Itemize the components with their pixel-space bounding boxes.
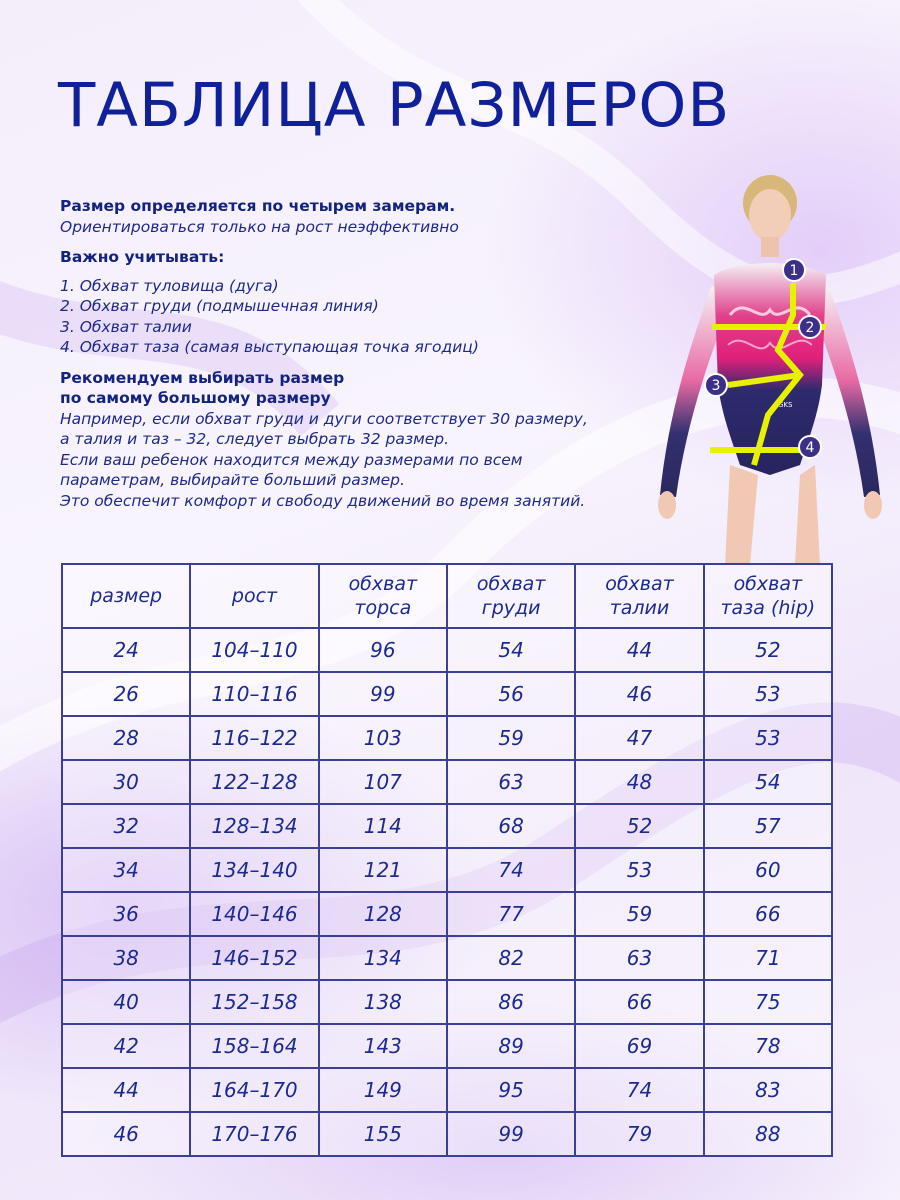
table-row	[62, 672, 832, 716]
table-cell: 103	[319, 716, 447, 760]
table-cell: 152–158	[190, 980, 318, 1024]
gymnast-figure	[650, 175, 890, 565]
table-cell: 134–140	[190, 848, 318, 892]
intro-bold-3b: по самому большому размеру	[60, 389, 331, 407]
table-cell: 77	[447, 892, 575, 936]
table-cell: 52	[575, 804, 703, 848]
svg-text:3: 3	[711, 378, 721, 394]
table-cell: 121	[319, 848, 447, 892]
table-header-row	[62, 564, 832, 628]
header-hip: обхват таза (hip)	[704, 564, 832, 628]
table-cell: 63	[447, 760, 575, 804]
intro-text	[60, 196, 650, 511]
left-hand	[658, 491, 676, 519]
table-row	[62, 716, 832, 760]
table-cell: 24	[62, 628, 190, 672]
header-size: размер	[62, 564, 190, 628]
table-row	[62, 1112, 832, 1156]
table-cell: 89	[447, 1024, 575, 1068]
header-torso: обхват торса	[319, 564, 447, 628]
table-cell: 79	[575, 1112, 703, 1156]
table-cell: 158–164	[190, 1024, 318, 1068]
table-cell: 32	[62, 804, 190, 848]
marker-3	[705, 374, 727, 396]
face	[749, 189, 791, 241]
table-row	[62, 760, 832, 804]
suit-label: GKS	[778, 401, 793, 409]
intro-bold-2: Важно учитывать:	[60, 248, 225, 266]
table-cell: 26	[62, 672, 190, 716]
right-leg	[795, 465, 820, 565]
table-cell: 63	[575, 936, 703, 980]
table-cell: 53	[575, 848, 703, 892]
table-cell: 44	[62, 1068, 190, 1112]
svg-text:2: 2	[805, 320, 815, 336]
table-cell: 53	[704, 672, 832, 716]
table-cell: 38	[62, 936, 190, 980]
table-cell: 86	[447, 980, 575, 1024]
table-cell: 128–134	[190, 804, 318, 848]
table-cell: 34	[62, 848, 190, 892]
table-cell: 95	[447, 1068, 575, 1112]
table-cell: 66	[704, 892, 832, 936]
table-cell: 40	[62, 980, 190, 1024]
table-cell: 57	[704, 804, 832, 848]
table-cell: 44	[575, 628, 703, 672]
header-chest: обхват груди	[447, 564, 575, 628]
table-cell: 54	[447, 628, 575, 672]
table-cell: 56	[447, 672, 575, 716]
advice-line: Это обеспечит комфорт и свободу движений во время занятий.	[60, 491, 586, 510]
table-cell: 36	[62, 892, 190, 936]
table-cell: 59	[575, 892, 703, 936]
table-cell: 96	[319, 628, 447, 672]
table-row	[62, 804, 832, 848]
table-cell: 146–152	[190, 936, 318, 980]
table-row	[62, 1024, 832, 1068]
table-row	[62, 1068, 832, 1112]
table-cell: 74	[447, 848, 575, 892]
list-item: 2. Обхват груди (подмышечная линия)	[60, 297, 379, 315]
intro-italic-1: Ориентироваться только на рост неэффективно	[60, 217, 459, 236]
table-cell: 69	[575, 1024, 703, 1068]
table-cell: 104–110	[190, 628, 318, 672]
table-cell: 59	[447, 716, 575, 760]
table-cell: 48	[575, 760, 703, 804]
table-cell: 82	[447, 936, 575, 980]
table-row	[62, 936, 832, 980]
right-hand	[864, 491, 882, 519]
page-title: ТАБЛИЦА РАЗМЕРОВ	[58, 70, 731, 141]
advice-line: Если ваш ребенок находится между размерами по всем	[60, 450, 523, 469]
table-cell: 122–128	[190, 760, 318, 804]
advice-line: а талия и таз – 32, следует выбрать 32 размер.	[60, 430, 450, 448]
table-cell: 99	[447, 1112, 575, 1156]
table-cell: 68	[447, 804, 575, 848]
marker-4	[799, 436, 821, 458]
table-cell: 164–170	[190, 1068, 318, 1112]
svg-text:4: 4	[805, 440, 815, 456]
svg-text:1: 1	[789, 263, 799, 279]
intro-bold-3a: Рекомендуем выбирать размер	[60, 368, 345, 387]
table-row	[62, 848, 832, 892]
size-table	[61, 563, 833, 1157]
table-cell: 53	[704, 716, 832, 760]
table-cell: 30	[62, 760, 190, 804]
table-cell: 114	[319, 804, 447, 848]
header-height: рост	[190, 564, 318, 628]
table-cell: 107	[319, 760, 447, 804]
table-cell: 47	[575, 716, 703, 760]
table-cell: 52	[704, 628, 832, 672]
table-cell: 143	[319, 1024, 447, 1068]
size-table-wrapper	[61, 563, 833, 1157]
table-cell: 74	[575, 1068, 703, 1112]
table-cell: 78	[704, 1024, 832, 1068]
header-waist: обхват талии	[575, 564, 703, 628]
intro-bold-1: Размер определяется по четырем замерам.	[60, 197, 456, 215]
table-row	[62, 628, 832, 672]
table-cell: 60	[704, 848, 832, 892]
table-row	[62, 980, 832, 1024]
advice-line: Например, если обхват груди и дуги соответствует 30 размеру,	[60, 409, 588, 428]
table-cell: 128	[319, 892, 447, 936]
table-cell: 155	[319, 1112, 447, 1156]
table-cell: 42	[62, 1024, 190, 1068]
table-cell: 140–146	[190, 892, 318, 936]
table-body	[62, 628, 832, 1156]
list-item: 1. Обхват туловища (дуга)	[60, 276, 279, 295]
neck	[761, 237, 779, 257]
table-cell: 170–176	[190, 1112, 318, 1156]
table-cell: 28	[62, 716, 190, 760]
table-cell: 46	[575, 672, 703, 716]
table-cell: 71	[704, 936, 832, 980]
marker-1	[783, 259, 805, 281]
marker-2	[799, 316, 821, 338]
table-cell: 138	[319, 980, 447, 1024]
table-cell: 134	[319, 936, 447, 980]
left-leg	[725, 465, 758, 565]
list-item: 4. Обхват таза (самая выступающая точка ягодиц)	[60, 338, 479, 356]
table-cell: 110–116	[190, 672, 318, 716]
list-item: 3. Обхват талии	[60, 317, 192, 336]
table-row	[62, 892, 832, 936]
advice-line: параметрам, выбирайте больший размер.	[60, 471, 405, 489]
table-cell: 46	[62, 1112, 190, 1156]
table-cell: 83	[704, 1068, 832, 1112]
table-cell: 116–122	[190, 716, 318, 760]
table-cell: 54	[704, 760, 832, 804]
table-cell: 75	[704, 980, 832, 1024]
table-cell: 66	[575, 980, 703, 1024]
table-cell: 99	[319, 672, 447, 716]
table-cell: 149	[319, 1068, 447, 1112]
table-cell: 88	[704, 1112, 832, 1156]
